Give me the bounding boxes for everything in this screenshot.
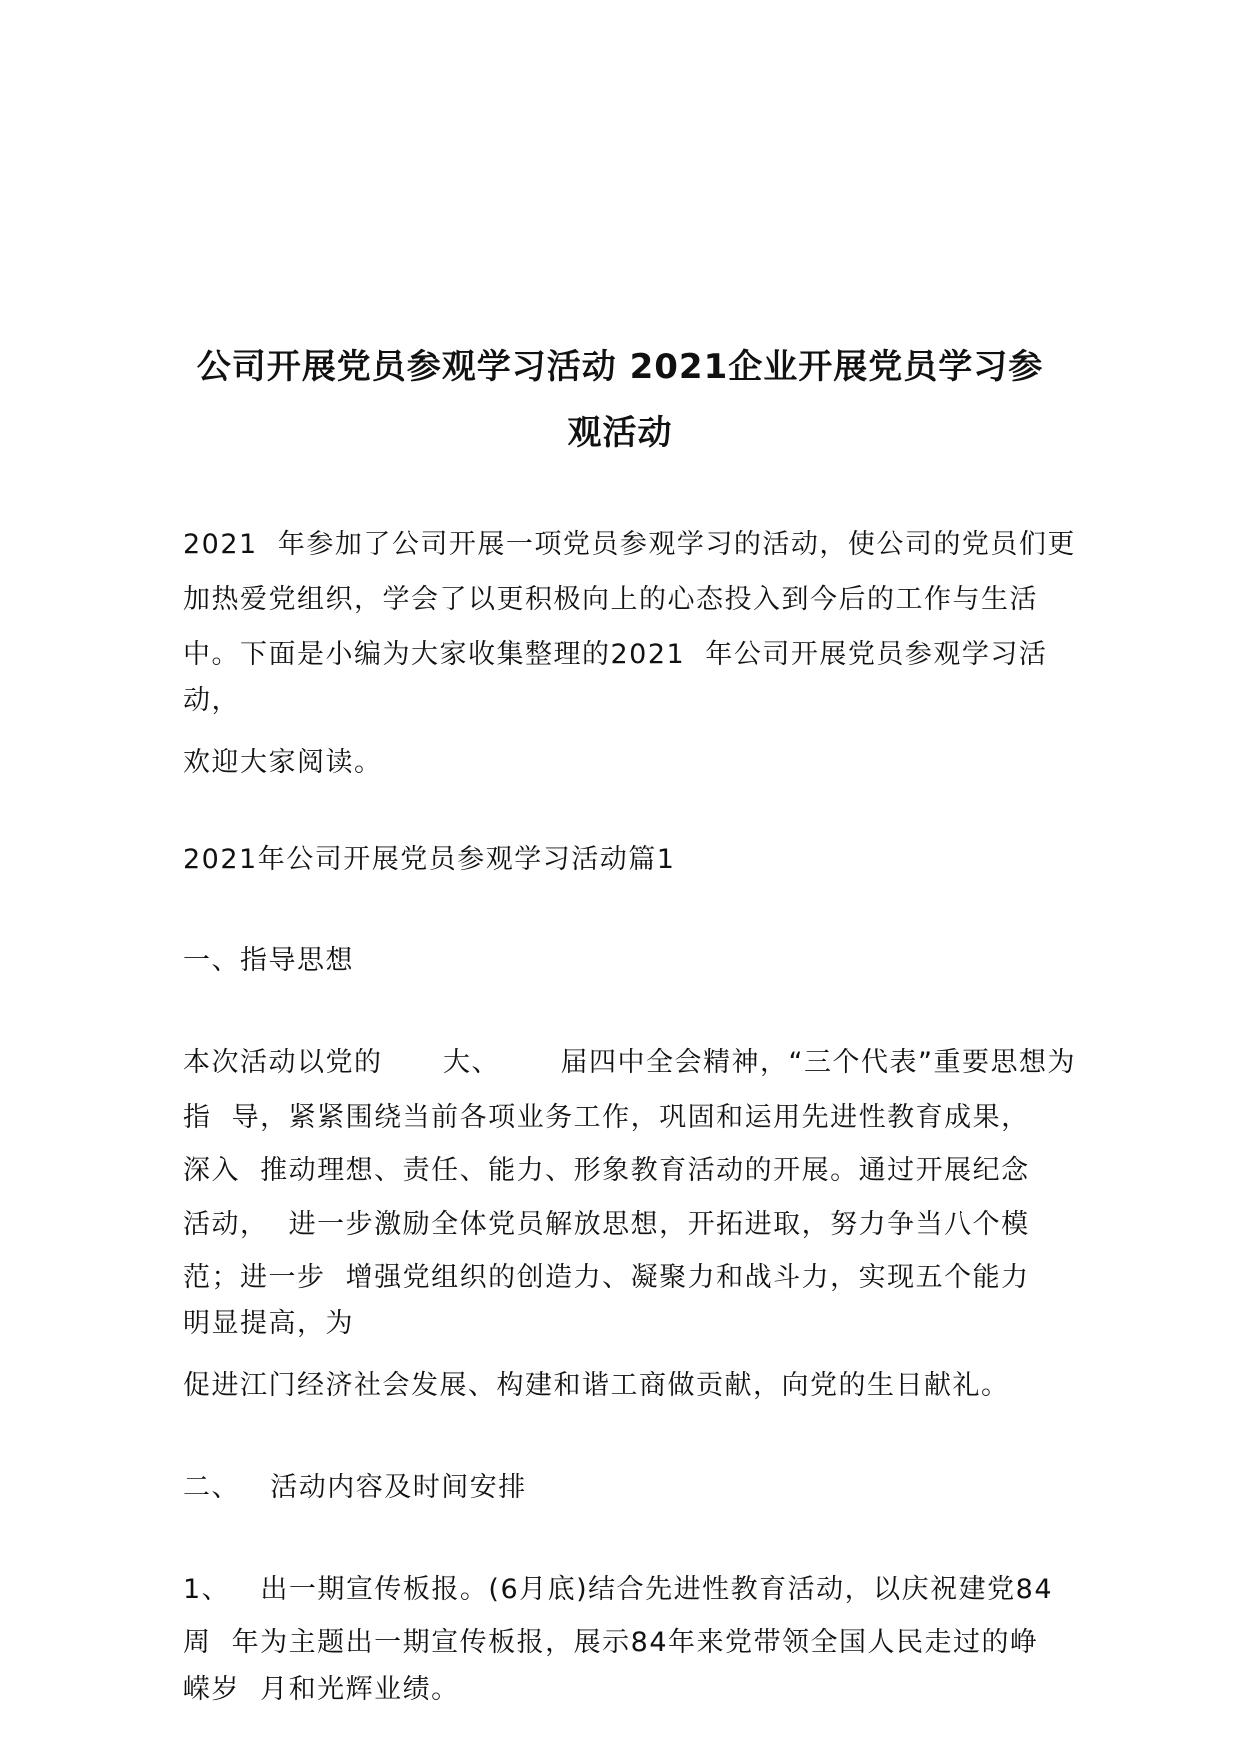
part1-paragraph-line-5: 范；进一步 增强党组织的创造力、凝聚力和战斗力，实现五个能力 xyxy=(183,1262,1030,1293)
intro-line-3: 中。下面是小编为大家收集整理的2021 年公司开展党员参观学习活 xyxy=(183,639,1048,670)
part2-item1-line-3: 嵘岁 月和光辉业绩。 xyxy=(183,1674,460,1705)
part1-paragraph-line-2: 指 导，紧紧围绕当前各项业务工作，巩固和运用先进性教育成果， xyxy=(183,1102,1030,1133)
intro-line-4: 动， xyxy=(183,685,240,716)
intro-line-5: 欢迎大家阅读。 xyxy=(183,747,383,778)
part1-paragraph-line-7: 促进江门经济社会发展、构建和谐工商做贡献，向党的生日献礼。 xyxy=(183,1370,1010,1401)
part1-paragraph-line-1: 本次活动以党的 大、 届四中全会精神，“三个代表”重要思想为 xyxy=(183,1047,1076,1078)
document-title-line-2: 观活动 xyxy=(567,413,673,453)
document-title-line-1: 公司开展党员参观学习活动 2021企业开展党员学习参 xyxy=(196,347,1044,387)
part2-heading: 二、 活动内容及时间安排 xyxy=(183,1472,527,1503)
part1-paragraph-line-3: 深入 推动理想、责任、能力、形象教育活动的开展。通过开展纪念 xyxy=(183,1155,1030,1186)
section-heading: 2021年公司开展党员参观学习活动篇1 xyxy=(183,844,676,875)
intro-line-2: 加热爱党组织，学会了以更积极向上的心态投入到今后的工作与生活 xyxy=(183,584,1038,615)
part2-item1-line-2: 周 年为主题出一期宣传板报，展示84年来党带领全国人民走过的峥 xyxy=(183,1627,1039,1658)
part2-item1-line-1: 1、 出一期宣传板报。(6月底)结合先进性教育活动，以庆祝建党84 xyxy=(183,1574,1054,1605)
part1-paragraph-line-4: 活动， 进一步激励全体党员解放思想，开拓进取，努力争当八个模 xyxy=(183,1209,1030,1240)
part1-heading: 一、指导思想 xyxy=(183,945,354,976)
part1-paragraph-line-6: 明显提高，为 xyxy=(183,1308,354,1339)
intro-line-1: 2021 年参加了公司开展一项党员参观学习的活动，使公司的党员们更 xyxy=(183,529,1076,560)
